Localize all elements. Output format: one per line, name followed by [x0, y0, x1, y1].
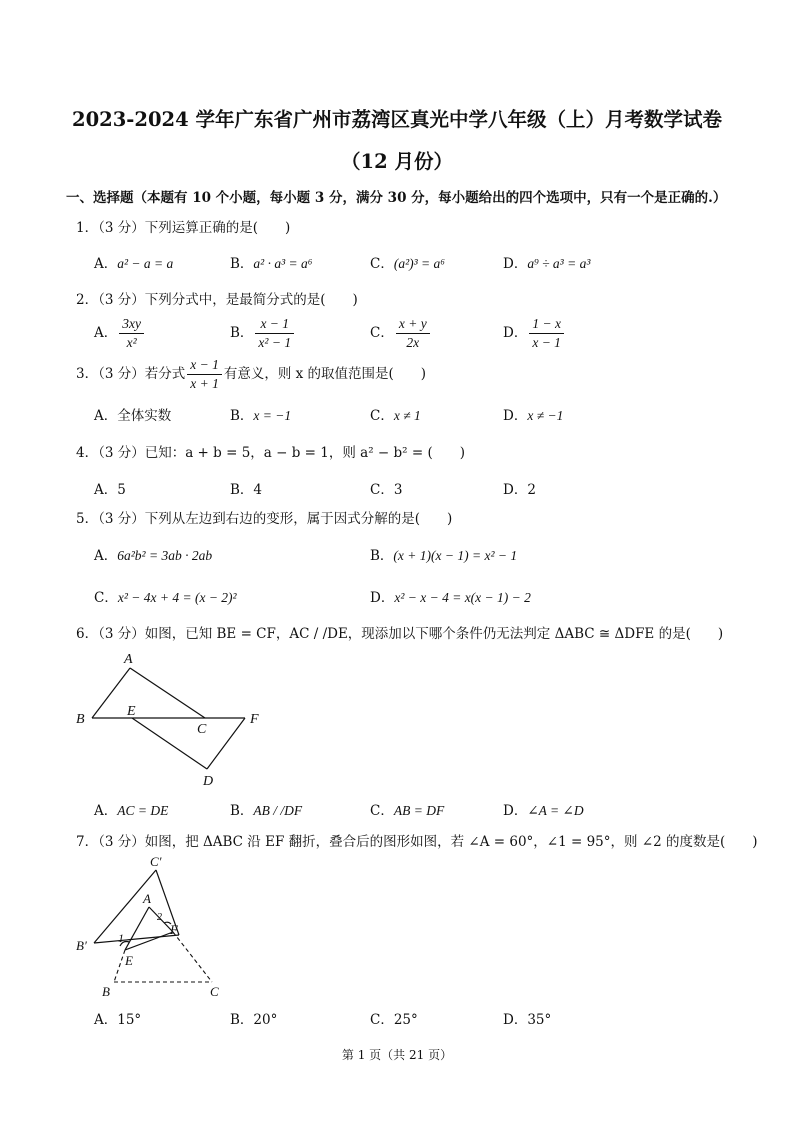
question-6-option-d[interactable]	[503, 799, 584, 819]
question-3-option-d[interactable]	[503, 404, 563, 424]
option-letter: D．	[503, 408, 528, 424]
option-letter: A．	[94, 256, 118, 272]
page-subtitle: （12 月份）	[341, 150, 453, 173]
question-2-stem: 2．（3 分）下列分式中，是最简分式的是( )	[76, 292, 358, 308]
option-expression: AC = DE	[117, 803, 169, 818]
question-6-option-c[interactable]	[370, 799, 444, 819]
numerator: 3xy	[119, 315, 144, 334]
fraction	[187, 356, 222, 393]
option-letter: C．	[370, 803, 394, 819]
question-5-option-b[interactable]	[370, 544, 517, 564]
option-expression: AB / /DF	[253, 803, 303, 818]
option-letter: A．	[94, 325, 118, 341]
label-a: A	[124, 652, 133, 667]
question-5-stem: 5．（3 分）下列从左边到右边的变形，属于因式分解的是( )	[76, 511, 453, 527]
label-b-prime: B′	[76, 938, 87, 953]
question-2-option-b[interactable]	[230, 315, 296, 352]
question-3-option-b[interactable]	[230, 404, 291, 424]
label-angle-2: 2	[157, 912, 162, 923]
section-heading: 一、选择题（本题有 10 个小题，每小题 3 分，满分 30 分，每小题给出的四个选项中，只有一个是正确的.）	[66, 190, 727, 206]
label-a: A	[143, 891, 151, 906]
fraction	[396, 315, 430, 352]
segment-a-e	[125, 907, 149, 950]
numerator: 1 − x	[529, 315, 564, 334]
label-d: D	[203, 774, 214, 789]
question-7-option-a[interactable]: A．15°	[94, 1012, 142, 1028]
question-5-option-c[interactable]	[94, 586, 237, 606]
denominator: x²	[126, 335, 137, 350]
question-5-option-d[interactable]	[370, 586, 531, 606]
question-6-option-b[interactable]	[230, 799, 302, 819]
question-7-option-b[interactable]: B．20°	[230, 1012, 278, 1028]
denominator: 2x	[406, 335, 420, 350]
question-7-option-c[interactable]: C．25°	[370, 1012, 418, 1028]
segment-f-c-dashed	[173, 932, 212, 982]
segment-ed	[132, 718, 207, 769]
fraction	[255, 315, 294, 352]
option-letter: C．	[370, 325, 394, 341]
question-1-option-a[interactable]	[94, 252, 173, 272]
label-e: E	[125, 953, 133, 968]
option-letter: B．	[230, 408, 254, 424]
label-c: C	[210, 984, 219, 999]
question-4-option-a[interactable]: A．5	[94, 482, 126, 498]
segment-fd	[207, 718, 245, 769]
segment-e-f	[125, 932, 173, 950]
option-letter: C．	[94, 590, 118, 606]
label-c: C	[197, 722, 207, 737]
option-expression: x² − 4x + 4 = (x − 2)²	[117, 590, 237, 605]
option-letter: B．	[230, 325, 254, 341]
option-expression: 6a²b² = 3ab · 2ab	[117, 548, 213, 563]
option-expression: a⁹ ÷ a³ = a³	[527, 256, 591, 271]
option-letter: D．	[503, 256, 528, 272]
numerator: x − 1	[187, 356, 222, 375]
question-3-option-a[interactable]: A．全体实数	[94, 408, 172, 424]
label-e: E	[127, 704, 136, 719]
segment-cp-bp	[94, 870, 156, 943]
denominator: x + 1	[190, 376, 219, 391]
question-4-stem: 4．（3 分）已知：a + b = 5，a − b = 1，则 a² − b² = ( )	[76, 445, 465, 461]
question-4-option-d[interactable]: D．2	[503, 482, 536, 498]
option-expression: x ≠ 1	[393, 408, 421, 423]
question-1-stem: 1．（3 分）下列运算正确的是( )	[76, 220, 291, 236]
question-2-option-d[interactable]	[503, 315, 566, 352]
denominator: x² − 1	[258, 335, 292, 350]
denominator: x − 1	[532, 335, 561, 350]
option-letter: B．	[230, 256, 254, 272]
question-7-figure	[70, 850, 240, 1000]
fraction	[529, 315, 564, 352]
segment-ab	[92, 668, 130, 718]
option-expression: x ≠ −1	[527, 408, 564, 423]
option-expression: x = −1	[253, 408, 292, 423]
label-angle-1: 1	[118, 931, 124, 945]
page-footer: 第 1 页（共 21 页）	[341, 1048, 453, 1062]
label-b: B	[102, 984, 110, 999]
label-f: F	[170, 922, 178, 937]
option-letter: B．	[230, 803, 254, 819]
fraction	[119, 315, 144, 352]
question-6-option-a[interactable]	[94, 799, 168, 819]
numerator: x − 1	[255, 315, 294, 334]
question-2-option-a[interactable]	[94, 315, 146, 352]
stem-text: 有意义，则 x 的取值范围是( )	[223, 366, 427, 382]
option-expression: AB = DF	[393, 803, 445, 818]
option-letter: A．	[94, 803, 118, 819]
option-letter: D．	[370, 590, 395, 606]
segment-bp-f	[94, 935, 179, 943]
option-expression: ∠A = ∠D	[527, 803, 584, 818]
segment-e-b-dashed	[114, 950, 125, 982]
option-expression: a² − a = a	[117, 256, 174, 271]
question-3-option-c[interactable]	[370, 404, 421, 424]
option-expression: (a²)³ = a⁶	[393, 256, 445, 271]
label-c-prime: C′	[150, 854, 162, 869]
option-letter: A．	[94, 548, 118, 564]
question-4-option-c[interactable]: C．3	[370, 482, 403, 498]
option-expression: x² − x − 4 = x(x − 1) − 2	[394, 590, 531, 605]
option-letter: C．	[370, 256, 394, 272]
option-expression: (x + 1)(x − 1) = x² − 1	[393, 548, 518, 563]
segment-ac	[130, 668, 205, 718]
question-5-option-a[interactable]	[94, 544, 212, 564]
option-letter: C．	[370, 408, 394, 424]
question-7-stem: 7．（3 分）如图，把 ΔABC 沿 EF 翻折，叠合后的图形如图，若 ∠A = 60°，∠1 = 95°，则 ∠2 的度数是( )	[76, 834, 758, 850]
question-6-figure	[70, 645, 280, 790]
question-1-option-c[interactable]	[370, 252, 445, 272]
question-2-option-c[interactable]	[370, 315, 432, 352]
question-7-option-d[interactable]: D．35°	[503, 1012, 552, 1028]
page-title: 2023-2024 学年广东省广州市荔湾区真光中学八年级（上）月考数学试卷	[72, 108, 722, 131]
option-expression: a² · a³ = a⁶	[253, 256, 313, 271]
option-letter: B．	[370, 548, 394, 564]
question-1-option-d[interactable]	[503, 252, 590, 272]
stem-text: 3．（3 分）若分式	[76, 366, 186, 382]
label-b: B	[76, 712, 85, 727]
question-6-stem: 6．（3 分）如图，已知 BE = CF，AC / /DE，现添加以下哪个条件仍无法判定 ΔABC ≅ ΔDFE 的是( )	[76, 626, 724, 642]
option-letter: D．	[503, 803, 528, 819]
question-3-stem	[76, 356, 426, 393]
option-letter: D．	[503, 325, 528, 341]
label-f: F	[250, 712, 259, 727]
question-4-option-b[interactable]: B．4	[230, 482, 263, 498]
numerator: x + y	[396, 315, 430, 334]
question-1-option-b[interactable]	[230, 252, 312, 272]
